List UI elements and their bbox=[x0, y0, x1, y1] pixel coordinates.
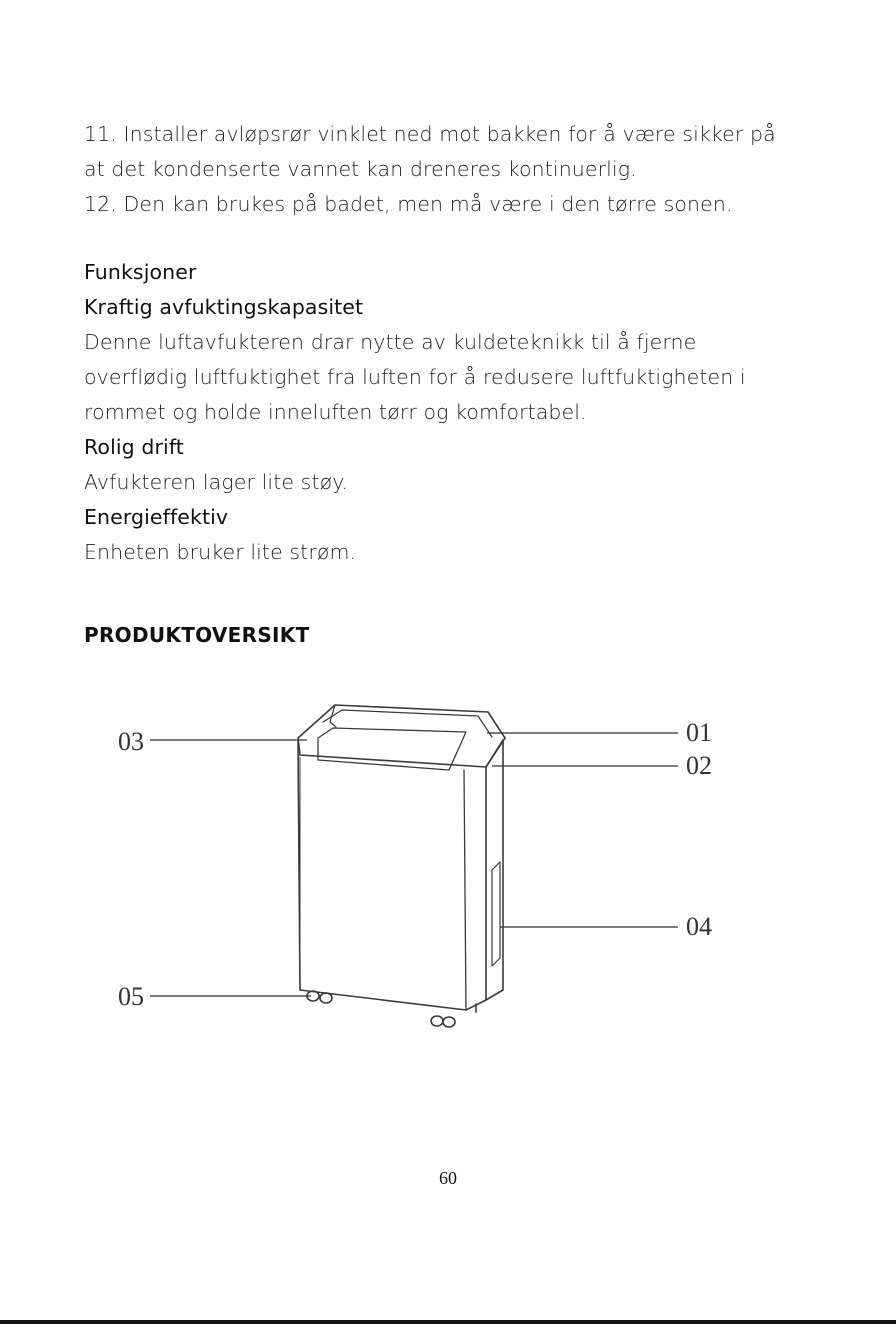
functions-heading: Funksjoner bbox=[84, 260, 197, 284]
capacity-text-line-2: overflødig luftfuktighet fra luften for å redusere luftfuktigheten i bbox=[84, 365, 746, 389]
product-overview-title: PRODUKTOVERSIKT bbox=[84, 623, 310, 647]
capacity-text-line-1: Denne luftavfukteren drar nytte av kuldeteknikk til å fjerne bbox=[84, 330, 697, 354]
callout-03: 03 bbox=[118, 727, 144, 756]
instruction-12: 12. Den kan brukes på badet, men må være i den tørre sonen. bbox=[84, 192, 733, 216]
page-number: 60 bbox=[439, 1168, 457, 1188]
energy-heading: Energieffektiv bbox=[84, 505, 229, 529]
capacity-text-line-3: rommet og holde inneluften tørr og komfortabel. bbox=[84, 400, 587, 424]
capacity-heading: Kraftig avfuktingskapasitet bbox=[84, 295, 364, 319]
energy-text: Enheten bruker lite strøm. bbox=[84, 540, 357, 564]
quiet-heading: Rolig drift bbox=[84, 435, 184, 459]
instruction-11-line-2: at det kondenserte vannet kan dreneres kontinuerlig. bbox=[84, 157, 637, 181]
instruction-11-line-1: 11. Installer avløpsrør vinklet ned mot bakken for å være sikker på bbox=[84, 122, 776, 146]
callout-05: 05 bbox=[118, 982, 144, 1011]
quiet-text: Avfukteren lager lite støy. bbox=[84, 470, 349, 494]
callout-01: 01 bbox=[686, 718, 712, 747]
bottom-rule bbox=[0, 1320, 896, 1324]
callout-04: 04 bbox=[686, 912, 712, 941]
callout-02: 02 bbox=[686, 751, 712, 780]
